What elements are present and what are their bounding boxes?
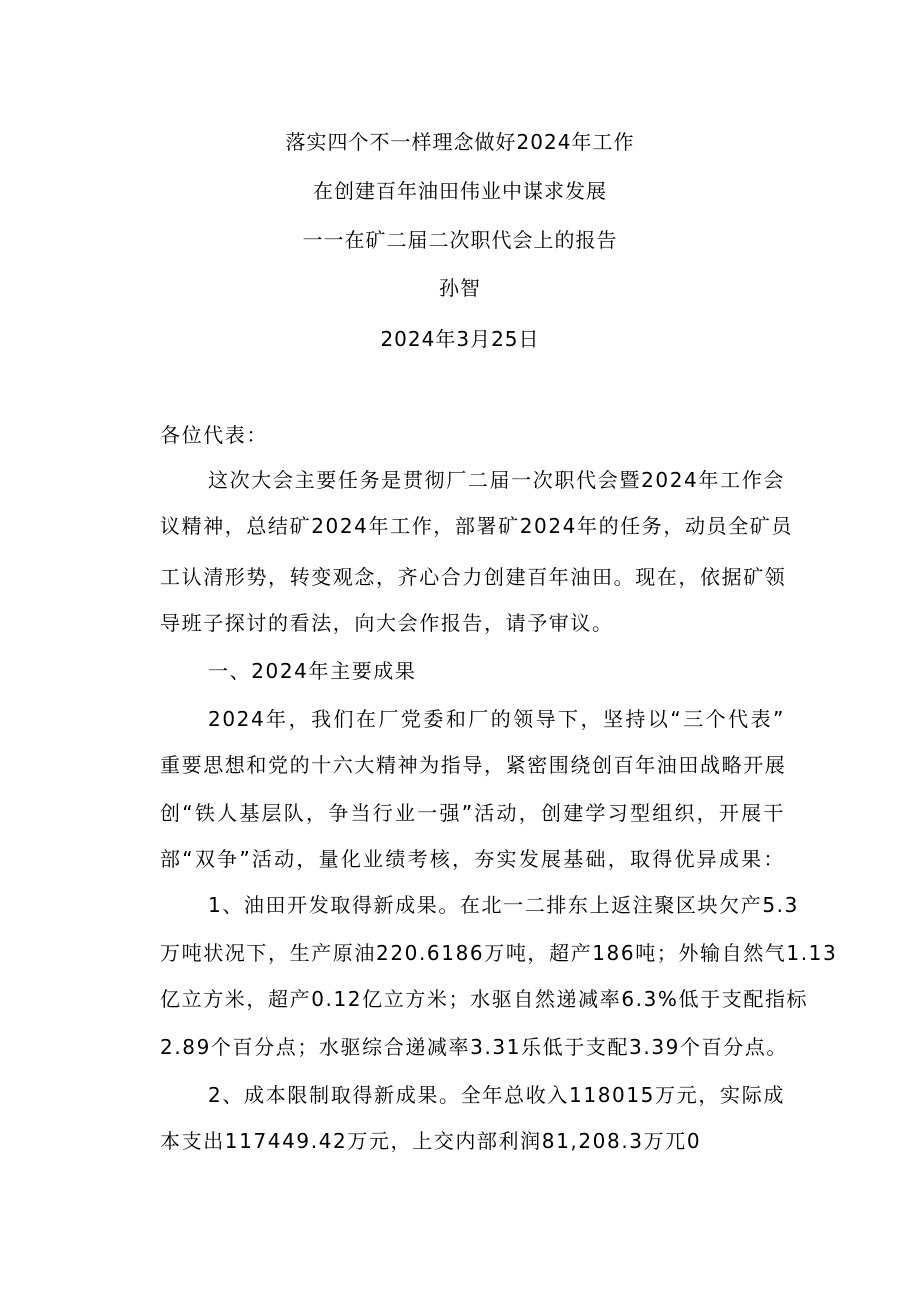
paragraph-1-line-2: 议精神，总结矿2024年工作，部署矿2024年的任务，动员全矿员 bbox=[160, 514, 793, 538]
item-2-line-1: 2、成本限制取得新成果。全年总收入118015万元，实际成 bbox=[208, 1083, 785, 1107]
document-title-line-2: 在创建百年油田伟业中谋求发展 bbox=[313, 179, 607, 203]
item-1-line-1: 1、油田开发取得新成果。在北一二排东上返注聚区块欠产5.3 bbox=[208, 893, 799, 917]
paragraph-2-line-1: 2024年，我们在厂党委和厂的领导下，坚持以“三个代表” bbox=[208, 707, 785, 731]
document-subtitle: 一一在矿二届二次职代会上的报告 bbox=[302, 228, 618, 252]
salutation: 各位代表： bbox=[160, 423, 268, 447]
paragraph-2-line-3: 创“铁人基层队，争当行业一强”活动，创建学习型组织，开展干 bbox=[160, 801, 785, 825]
paragraph-2-line-2: 重要思想和党的十六大精神为指导，紧密围绕创百年油田战略开展 bbox=[160, 753, 787, 777]
item-2-line-2: 本支出117449.42万元，上交内部利润81,208.3万兀0 bbox=[160, 1129, 702, 1153]
paragraph-1-line-4: 导班子探讨的看法，向大会作报告，请予审议。 bbox=[160, 611, 614, 635]
document-author: 孙智 bbox=[439, 276, 481, 300]
item-1-line-4: 2.89个百分点；水驱综合递减率3.31乐低于支配3.39个百分点。 bbox=[160, 1035, 788, 1059]
paragraph-1-line-3: 工认清形势，转变观念，齐心合力创建百年油田。现在，依据矿领 bbox=[160, 565, 787, 589]
item-1-line-3: 亿立方米，超产0.12亿立方米；水驱自然递减率6.3%低于支配指标 bbox=[160, 987, 809, 1011]
paragraph-1-line-1: 这次大会主要任务是贯彻厂二届一次职代会暨2024年工作会 bbox=[208, 468, 785, 492]
paragraph-2-line-4: 部“双争”活动，量化业绩考核，夯实发展基础，取得优异成果： bbox=[160, 847, 785, 871]
document-title-line-1: 落实四个不一样理念做好2024年工作 bbox=[285, 130, 635, 154]
item-1-line-2: 万吨状况下，生产原油220.6186万吨，超产186吨；外输自然气1.13 bbox=[160, 941, 838, 965]
section-1-heading: 一、2024年主要成果 bbox=[208, 659, 417, 683]
document-date: 2024年3月25日 bbox=[380, 327, 540, 351]
